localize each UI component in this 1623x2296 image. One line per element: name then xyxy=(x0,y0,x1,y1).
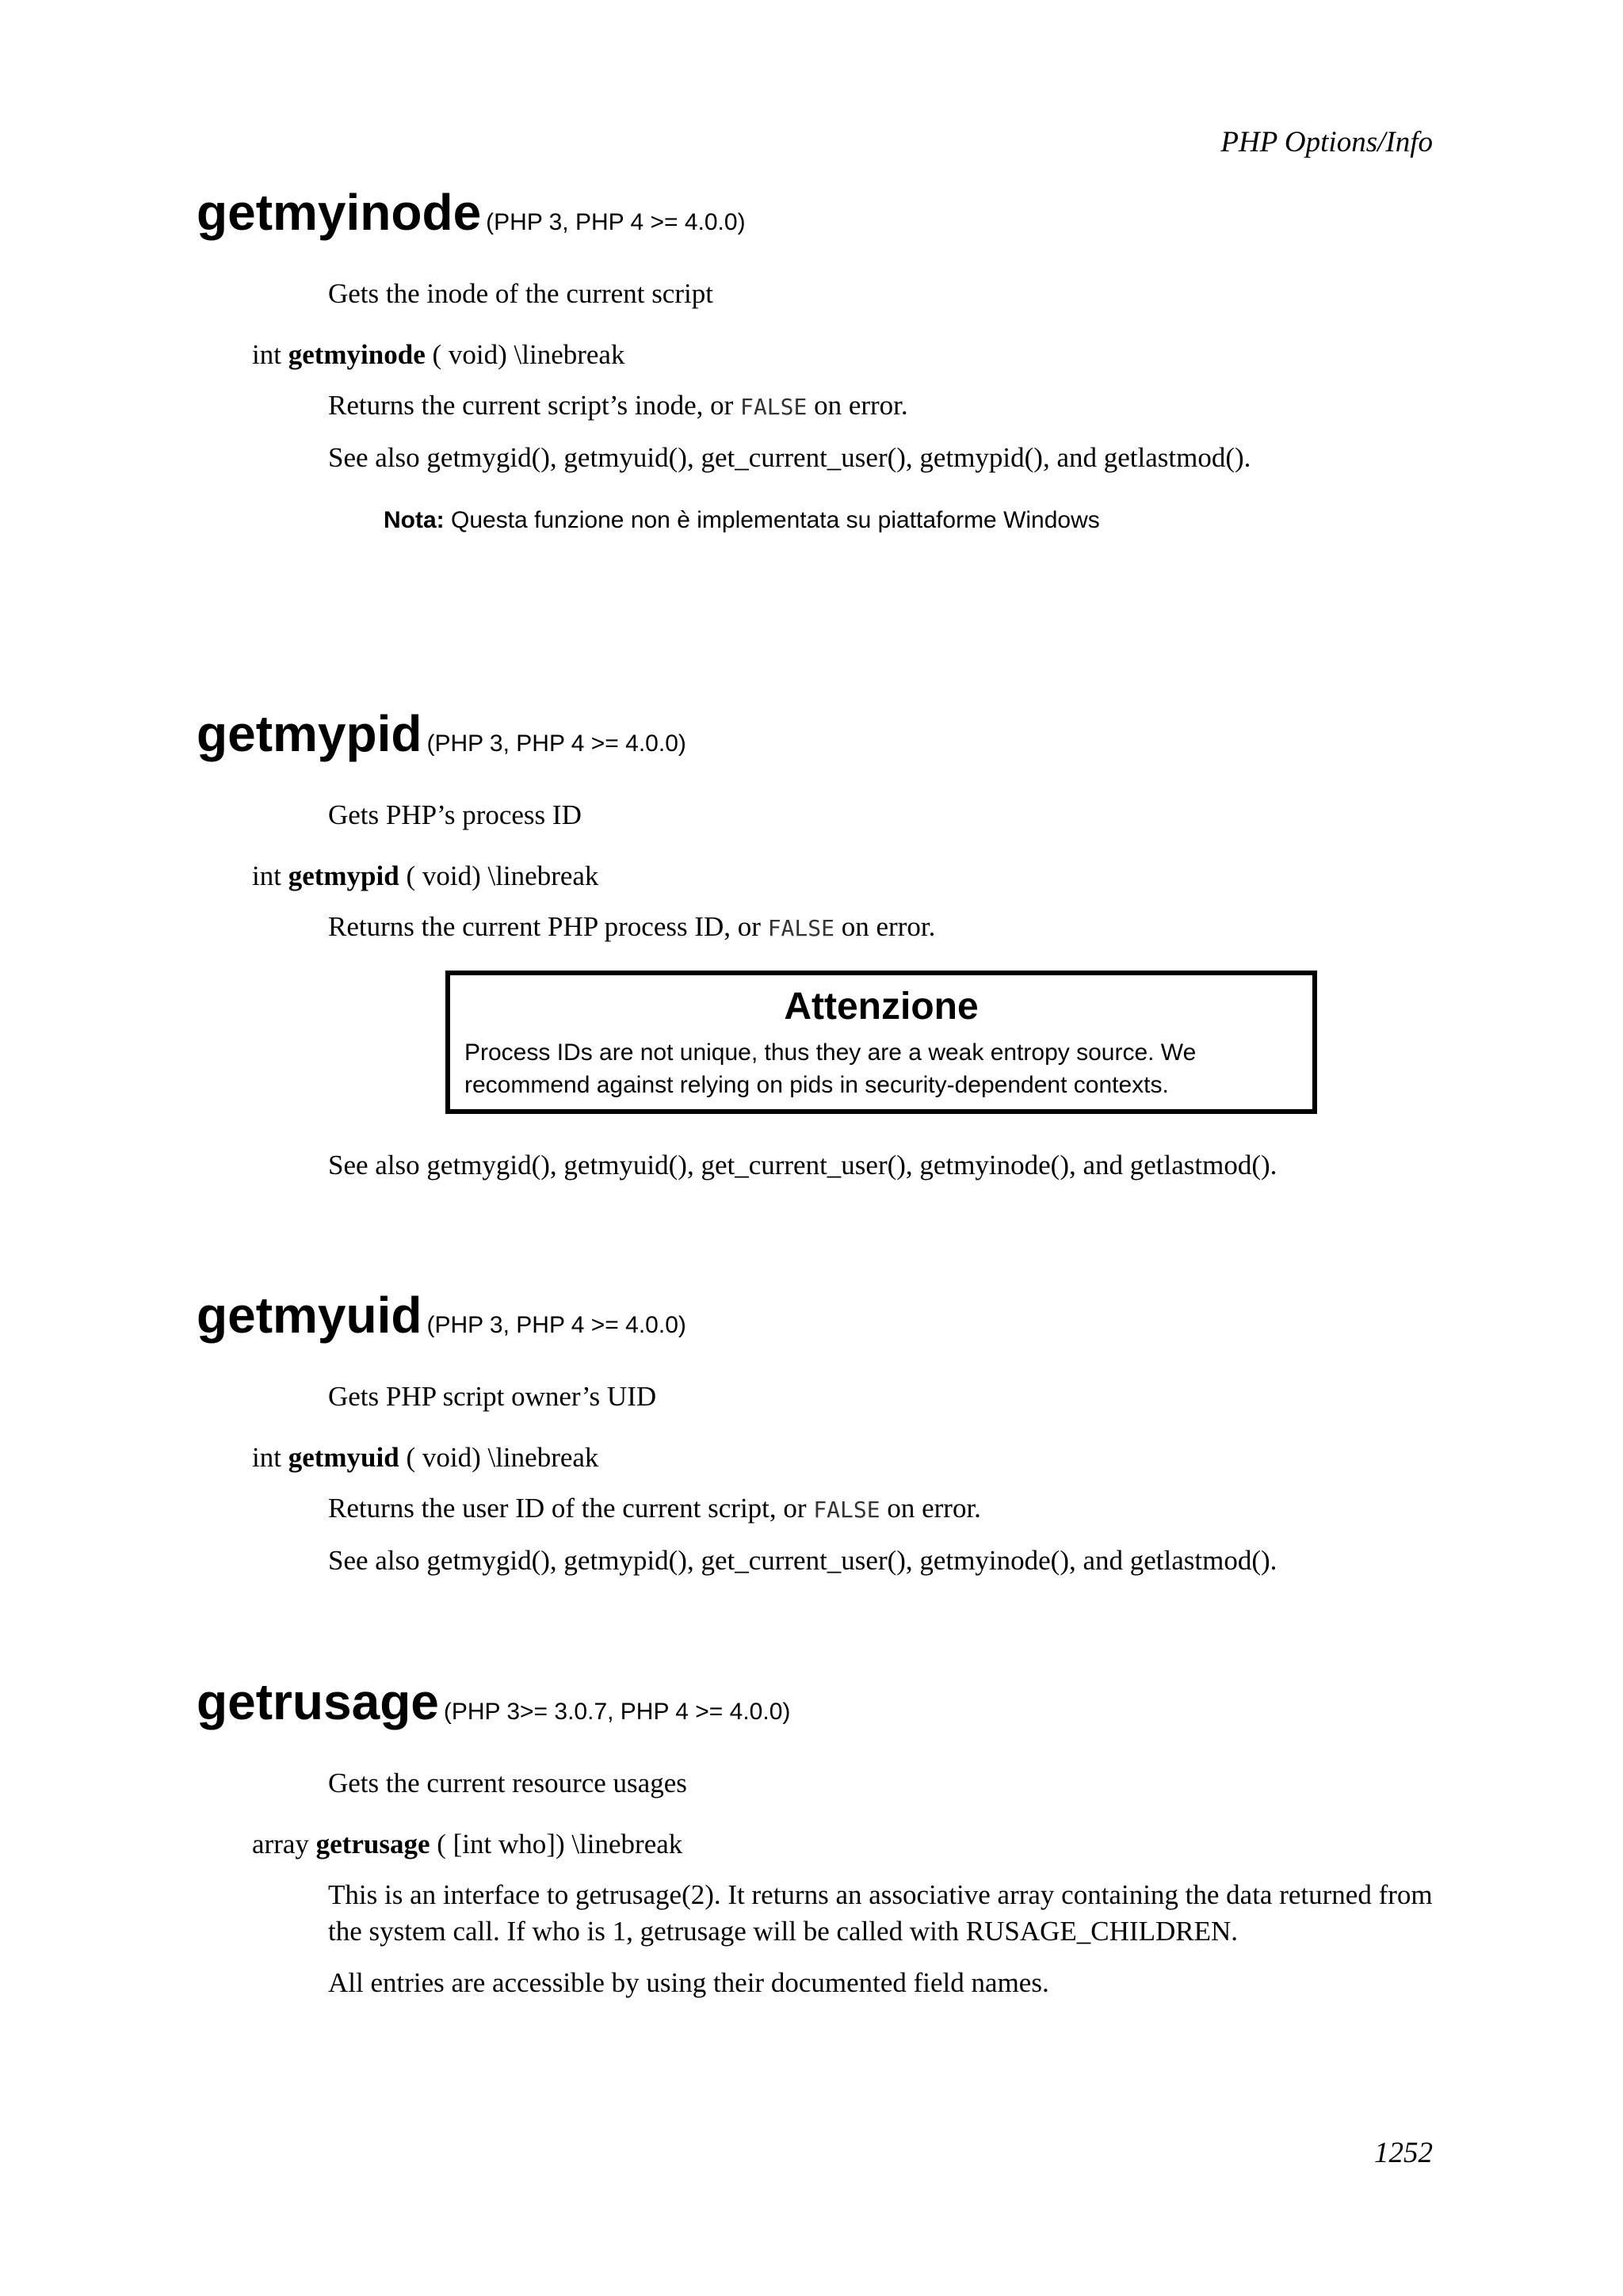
field-names-note: All entries are accessible by using their documented field names. xyxy=(328,1967,1049,1998)
function-purpose: Gets PHP script owner’s UID xyxy=(328,1381,657,1412)
return-type: int xyxy=(252,339,281,370)
see-also: See also getmygid(), getmypid(), get_current_user(), getmyinode(), and getlastmod(). xyxy=(328,1544,1277,1576)
function-purpose: Gets PHP’s process ID xyxy=(328,799,582,830)
function-purpose: Gets the current resource usages xyxy=(328,1768,687,1798)
function-title xyxy=(197,1287,1433,1344)
description-text: Returns the current script’s inode, or xyxy=(328,390,734,421)
constant-false: FALSE xyxy=(813,1497,880,1523)
version-info: (PHP 3, PHP 4 >= 4.0.0) xyxy=(486,209,746,235)
synopsis-params: ( void) \linebreak xyxy=(432,339,625,370)
warning-text: Process IDs are not unique, thus they are a weak entropy source. We recommend against relying on pids in security-dependent contexts. xyxy=(464,1039,1197,1098)
function-purpose: Gets the inode of the current script xyxy=(328,278,713,309)
return-type: int xyxy=(252,1442,281,1473)
entry-getmyinode xyxy=(197,184,1433,534)
version-info: (PHP 3, PHP 4 >= 4.0.0) xyxy=(426,730,686,757)
synopsis-params: ( void) \linebreak xyxy=(406,860,599,891)
see-also: See also getmygid(), getmyuid(), get_current_user(), getmypid(), and getlastmod(). xyxy=(328,441,1251,473)
note-text: Questa funzione non è implementata su piattaforme Windows xyxy=(451,507,1100,533)
description-text: on error. xyxy=(814,390,908,421)
function-synopsis xyxy=(252,1828,1433,1861)
function-name: getrusage xyxy=(197,1673,439,1730)
synopsis-function-name: getrusage xyxy=(315,1829,430,1859)
function-name: getmyinode xyxy=(197,184,482,241)
function-synopsis xyxy=(252,1441,1433,1474)
return-description xyxy=(328,1490,1433,1527)
function-title xyxy=(197,1673,1433,1730)
synopsis-function-name: getmypid xyxy=(288,860,399,891)
running-header: PHP Options/Info xyxy=(1220,126,1433,158)
function-title xyxy=(197,705,1433,762)
function-synopsis xyxy=(252,338,1433,372)
description-text: on error. xyxy=(841,911,936,942)
see-also: See also getmygid(), getmyuid(), get_current_user(), getmyinode(), and getlastmod(). xyxy=(328,1150,1277,1181)
entry-getrusage xyxy=(197,1673,1433,2001)
synopsis-function-name: getmyinode xyxy=(288,339,426,370)
function-name: getmypid xyxy=(197,705,422,762)
entry-getmypid xyxy=(197,705,1433,1184)
return-description xyxy=(328,387,1433,424)
note xyxy=(384,507,1433,534)
function-synopsis xyxy=(252,860,1433,893)
constant-false: FALSE xyxy=(740,394,808,420)
function-title xyxy=(197,184,1433,241)
warning-box xyxy=(445,971,1317,1115)
description-text: Returns the user ID of the current script, or xyxy=(328,1493,807,1524)
version-info: (PHP 3, PHP 4 >= 4.0.0) xyxy=(426,1312,686,1338)
warning-title: Attenzione xyxy=(784,985,979,1028)
return-type: int xyxy=(252,860,281,891)
synopsis-function-name: getmyuid xyxy=(288,1442,399,1473)
description-text: Returns the current PHP process ID, or xyxy=(328,911,761,942)
entry-getmyuid xyxy=(197,1287,1433,1578)
note-label: Nota: xyxy=(384,507,445,533)
description-text: on error. xyxy=(887,1493,981,1524)
return-description xyxy=(328,909,1433,945)
function-name: getmyuid xyxy=(197,1287,422,1344)
constant-false: FALSE xyxy=(767,915,834,941)
version-info: (PHP 3>= 3.0.7, PHP 4 >= 4.0.0) xyxy=(443,1699,791,1725)
synopsis-params: ( [int who]) \linebreak xyxy=(437,1829,683,1859)
return-description: This is an interface to getrusage(2). It returns an associative array containing the data returned from the system call. If who is 1, getrusage will be called with RUSAGE_CHILDREN. xyxy=(328,1879,1433,1947)
synopsis-params: ( void) \linebreak xyxy=(406,1442,599,1473)
return-type: array xyxy=(252,1829,309,1859)
page-number: 1252 xyxy=(1374,2137,1433,2169)
